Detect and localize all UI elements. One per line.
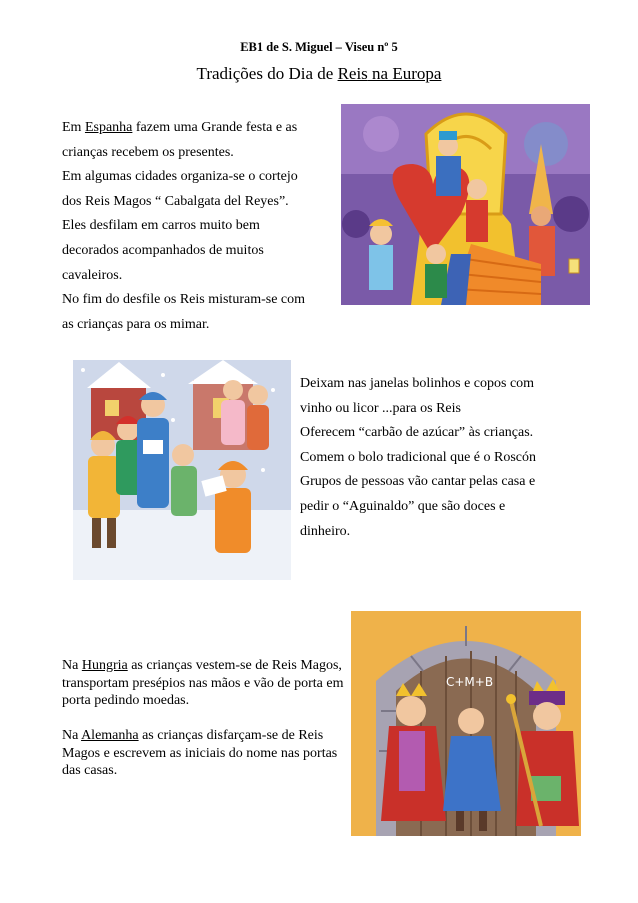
traditions-line: Oferecem “carbão de azúcar” às crianças. bbox=[300, 425, 534, 441]
title-prefix: Tradições do Dia de bbox=[196, 64, 338, 83]
country-germany: Alemanha bbox=[81, 728, 139, 743]
traditions-line: Deixam nas janelas bolinhos e copos com bbox=[300, 376, 535, 391]
door-chalk-illustration bbox=[351, 611, 581, 836]
traditions-paragraph bbox=[300, 372, 590, 544]
spain-line: dos Reis Magos “ Cabalgata del Reyes”. bbox=[62, 193, 289, 209]
spain-post: fazem uma Grande festa e as bbox=[132, 120, 298, 135]
germany-paragraph bbox=[62, 727, 347, 780]
spain-line: Eles desfilam em carros muito bem bbox=[62, 218, 260, 234]
hungary-post: as crianças vestem-se de Reis Magos, transportam presépios nas mãos e vão de porta em porta pedindo moedas. bbox=[62, 658, 344, 708]
spain-line: crianças recebem os presentes. bbox=[62, 144, 234, 160]
germany-post: as crianças disfarçam-se de Reis Magos e escrevem as iniciais do nome nas portas das casas. bbox=[62, 728, 338, 778]
spain-line bbox=[62, 116, 332, 141]
traditions-line: pedir o “Aguinaldo” que são doces e bbox=[300, 498, 506, 514]
spain-paragraph bbox=[62, 116, 332, 337]
door-inscription: C+M+B bbox=[446, 675, 494, 689]
traditions-line: dinheiro. bbox=[300, 523, 351, 539]
germany-pre: Na bbox=[62, 728, 82, 743]
traditions-line: vinho ou licor ...para os Reis bbox=[300, 400, 461, 416]
spain-line: decorados acompanhados de muitos bbox=[62, 242, 264, 258]
school-header: EB1 de S. Miguel – Viseu nº 5 bbox=[240, 40, 398, 54]
traditions-line: Comem o bolo tradicional que é o Roscón bbox=[300, 449, 537, 465]
title-suffix: na Europa bbox=[367, 64, 442, 83]
hungary-pre: Na bbox=[62, 658, 82, 673]
country-spain: Espanha bbox=[84, 120, 133, 135]
spain-line: No fim do desfile os Reis misturam-se com bbox=[62, 292, 306, 308]
spain-line: Em algumas cidades organiza-se o cortejo bbox=[62, 169, 298, 185]
snow-carolers-illustration bbox=[73, 360, 291, 580]
parade-float-illustration bbox=[341, 104, 590, 305]
page-title bbox=[0, 64, 638, 84]
spain-pre: Em bbox=[62, 120, 85, 135]
spain-line: as crianças para os mimar. bbox=[62, 316, 210, 332]
traditions-line: Grupos de pessoas vão cantar pelas casa e bbox=[300, 474, 536, 490]
spain-line: cavaleiros. bbox=[62, 267, 123, 283]
country-hungary: Hungria bbox=[81, 658, 128, 673]
title-reis: Reis bbox=[337, 64, 368, 83]
hungary-paragraph bbox=[62, 657, 347, 710]
